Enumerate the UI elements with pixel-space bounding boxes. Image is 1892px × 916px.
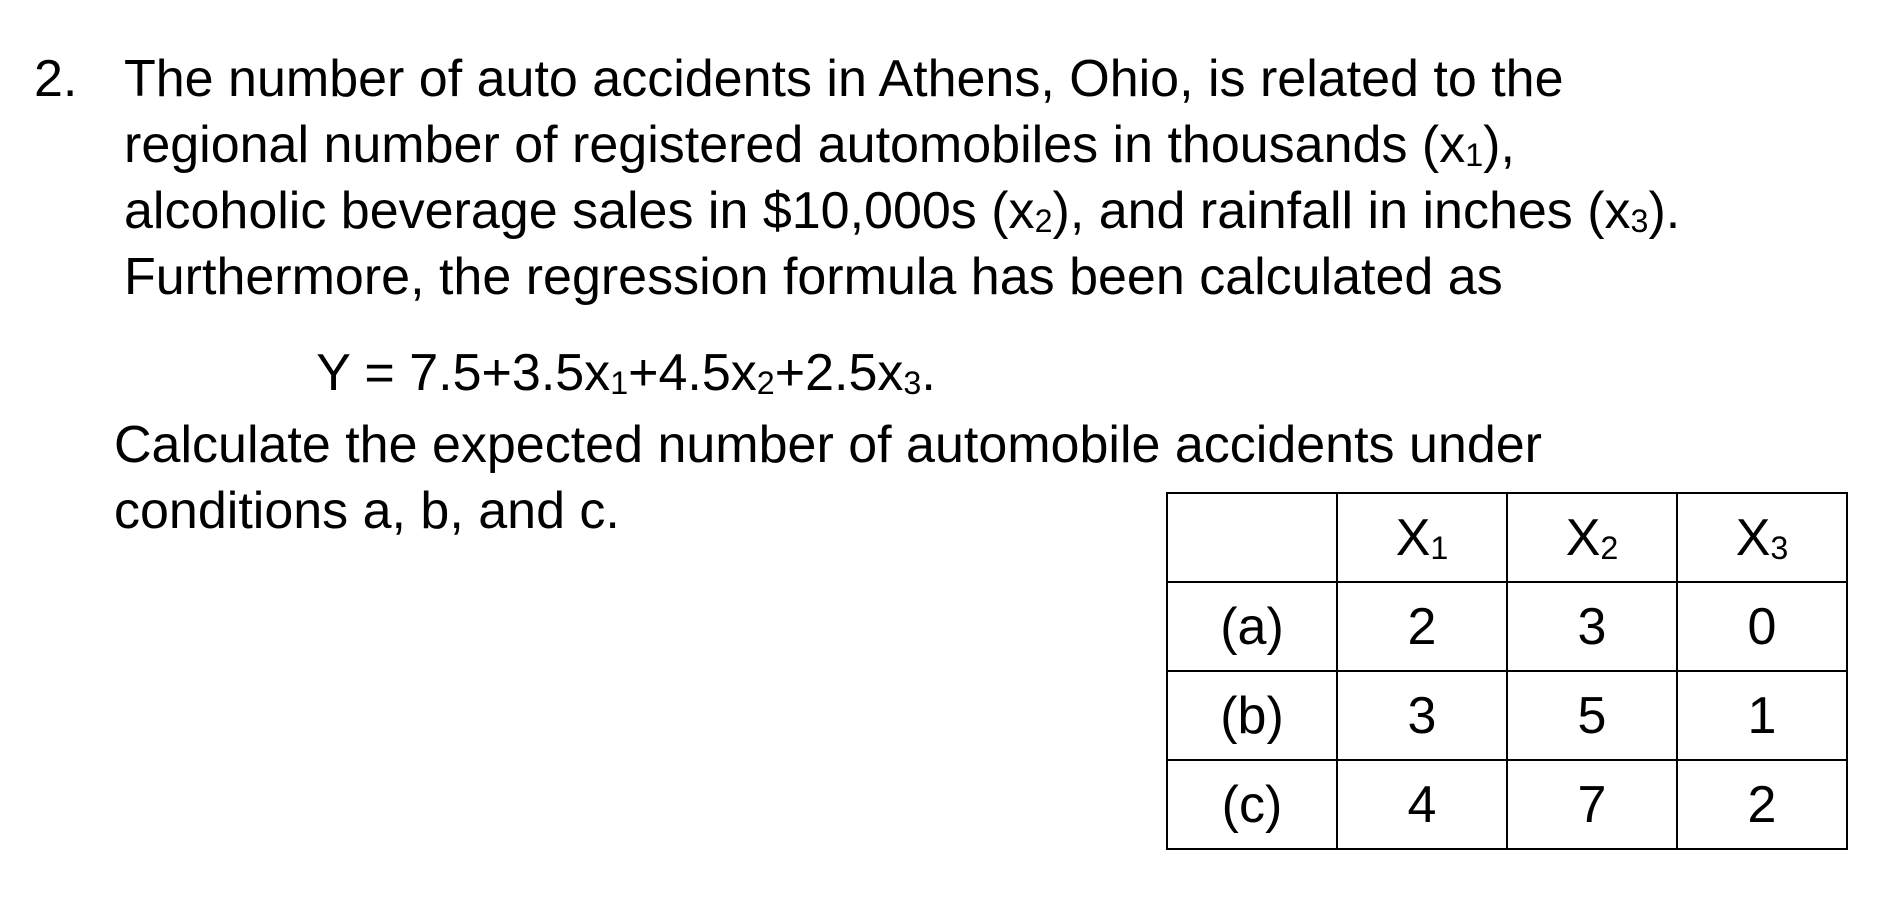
header-x1: X1 <box>1337 493 1507 582</box>
subscript: 2 <box>1034 202 1053 239</box>
conditions-table <box>1166 492 1848 850</box>
cell-x3: 0 <box>1677 582 1847 671</box>
regression-formula: Y = 7.5+3.5x1+4.5x2+2.5x3. <box>316 344 936 402</box>
cell-x2: 5 <box>1507 671 1677 760</box>
subscript: 1 <box>610 364 629 401</box>
table-row <box>1167 671 1847 760</box>
problem-number: 2. <box>34 50 78 108</box>
subscript: 3 <box>903 364 922 401</box>
statement-line-4: Furthermore, the regression formula has been calculated as <box>124 248 1503 306</box>
cell-x3: 1 <box>1677 671 1847 760</box>
instruction-line-2: conditions a, b, and c. <box>114 482 620 540</box>
cell-x1: 2 <box>1337 582 1507 671</box>
cell-x2: 7 <box>1507 760 1677 849</box>
header-x2: X2 <box>1507 493 1677 582</box>
cell-x1: 3 <box>1337 671 1507 760</box>
subscript: 1 <box>1465 136 1484 173</box>
header-empty-cell <box>1167 493 1337 582</box>
problem-statement <box>124 46 1864 310</box>
cell-x1: 4 <box>1337 760 1507 849</box>
subscript: 3 <box>1630 202 1649 239</box>
statement-line-2: regional number of registered automobiles in thousands (x1), <box>124 116 1515 174</box>
statement-line-3: alcoholic beverage sales in $10,000s (x2), and rainfall in inches (x3). <box>124 182 1681 240</box>
cell-x2: 3 <box>1507 582 1677 671</box>
row-label: (b) <box>1167 671 1337 760</box>
instruction-line-1: Calculate the expected number of automobile accidents under <box>114 416 1542 474</box>
table-row <box>1167 760 1847 849</box>
statement-line-1: The number of auto accidents in Athens, Ohio, is related to the <box>124 50 1564 108</box>
row-label: (c) <box>1167 760 1337 849</box>
subscript: 2 <box>756 364 775 401</box>
table-row <box>1167 582 1847 671</box>
table-header-row <box>1167 493 1847 582</box>
row-label: (a) <box>1167 582 1337 671</box>
cell-x3: 2 <box>1677 760 1847 849</box>
header-x3: X3 <box>1677 493 1847 582</box>
